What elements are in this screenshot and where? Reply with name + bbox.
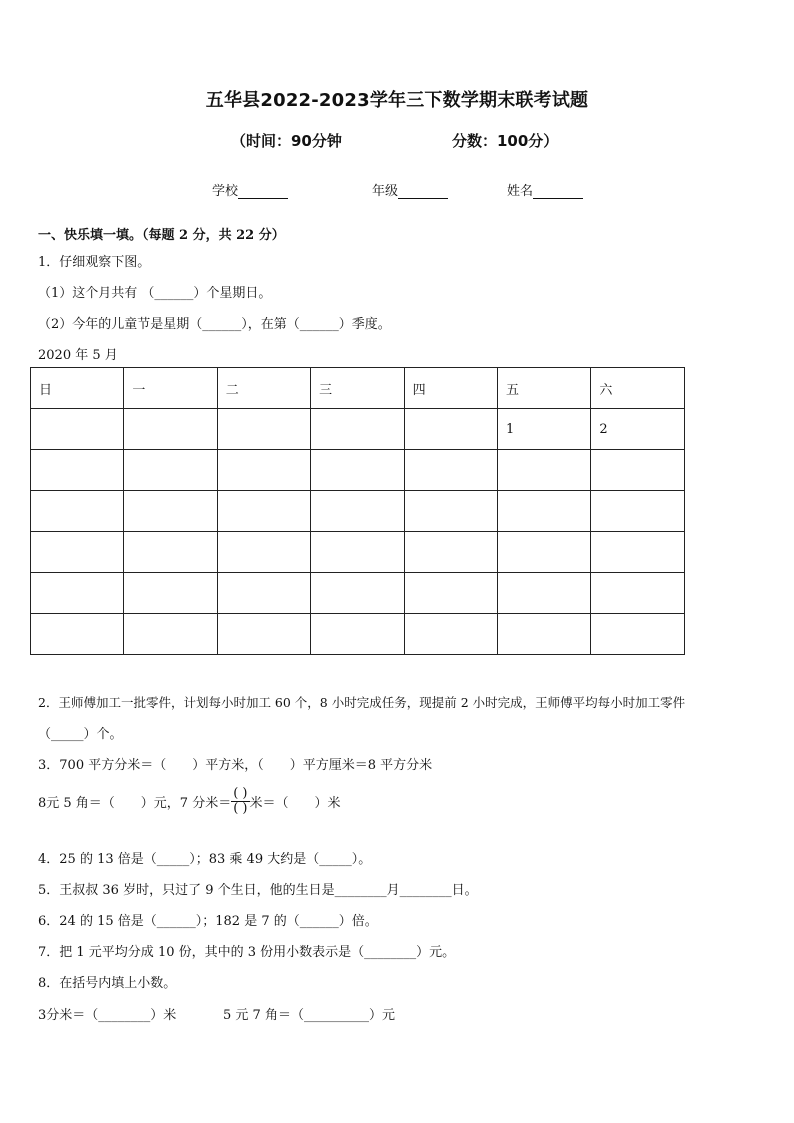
q1-part1: （1）这个月共有 （______）个星期日。 [38,286,272,301]
exam-time: （时间：90分钟 [231,132,342,150]
name-label: 姓名 [507,184,534,199]
q3-line2-after: 米＝（ ）米 [249,796,341,811]
calendar-row [31,409,685,450]
calendar-cell [124,409,217,450]
calendar-cell [591,614,684,655]
calendar-cell [311,450,404,491]
q3-line1: 3．700 平方分米＝（ ）平方米，（ ）平方厘米＝8 平方分米 [38,758,433,773]
calendar-cell [497,450,590,491]
calendar-cell [404,450,497,491]
calendar-cell [124,491,217,532]
calendar-cell [124,532,217,573]
page-title: 五华县2022-2023学年三下数学期末联考试题 [205,90,589,111]
calendar-cell [217,450,310,491]
calendar-cell [497,573,590,614]
fraction-numerator: ( ) [233,786,248,801]
calendar-cell [497,614,590,655]
q2-line2: （_____）个。 [38,727,123,742]
grade-field [372,180,448,199]
calendar-cell [311,491,404,532]
weekday-tue: 二 [217,368,310,409]
calendar-cell [311,532,404,573]
calendar-header-row [31,368,685,409]
weekday-wed: 三 [311,368,404,409]
calendar-row [31,573,685,614]
q3-line2 [38,787,341,816]
calendar-cell [31,614,124,655]
calendar-cell: 1 [497,409,590,450]
school-blank[interactable] [238,184,288,199]
calendar-cell [404,532,497,573]
calendar-cell [591,573,684,614]
school-label: 学校 [212,184,239,199]
calendar-row [31,532,685,573]
calendar-cell [497,491,590,532]
name-field [507,180,583,199]
calendar-row [31,614,685,655]
fraction-denominator: ( ) [233,801,248,816]
weekday-thu: 四 [404,368,497,409]
calendar-cell [217,532,310,573]
calendar-cell: 2 [591,409,684,450]
calendar-cell [217,614,310,655]
calendar-cell [404,491,497,532]
calendar-cell [31,573,124,614]
weekday-sun: 日 [31,368,124,409]
calendar-cell [311,409,404,450]
calendar-cell [217,409,310,450]
calendar-cell [591,450,684,491]
weekday-sat: 六 [591,368,684,409]
calendar-cell [404,614,497,655]
section-heading: 一、快乐填一填。（每题 2 分，共 22 分） [38,228,285,243]
q8-prompt: 8．在括号内填上小数。 [38,976,177,991]
weekday-mon: 一 [124,368,217,409]
calendar-caption: 2020 年 5 月 [38,348,118,363]
q8-part-a: 3分米＝（________）米 [38,1008,177,1023]
q6-line: 6．24 的 15 倍是（______）；182 是 7 的（______）倍。 [38,914,378,929]
school-field [212,180,288,199]
q8-part-b: 5 元 7 角＝（__________）元 [223,1008,395,1023]
calendar-cell [311,573,404,614]
q1-part2: （2）今年的儿童节是星期（______），在第（______）季度。 [38,317,391,332]
exam-score: 分数：100分） [452,132,559,150]
q2-line1: 2．王师傅加工一批零件，计划每小时加工 60 个，8 小时完成任务，现提前 2 小时完成，王师傅平均每小时加工零件 [38,695,686,710]
calendar-row [31,491,685,532]
calendar-cell [124,450,217,491]
calendar-cell [311,614,404,655]
grade-label: 年级 [372,184,399,199]
calendar-cell [591,491,684,532]
calendar-cell [124,614,217,655]
calendar-cell [404,573,497,614]
fraction [231,787,249,816]
calendar-cell [31,491,124,532]
calendar-cell [31,532,124,573]
calendar-cell [217,573,310,614]
q4-line: 4．25 的 13 倍是（_____）；83 乘 49 大约是（_____）。 [38,852,372,867]
q1-prompt: 1．仔细观察下图。 [38,255,151,270]
calendar-row [31,450,685,491]
name-blank[interactable] [533,184,583,199]
calendar-cell [31,409,124,450]
weekday-fri: 五 [497,368,590,409]
calendar-cell [591,532,684,573]
calendar-cell [217,491,310,532]
calendar-cell [497,532,590,573]
calendar-cell [124,573,217,614]
calendar-cell [404,409,497,450]
calendar-cell [31,450,124,491]
grade-blank[interactable] [398,184,448,199]
q3-line2-before: 8元 5 角＝（ ）元，7 分米＝ [38,796,232,811]
q7-line: 7．把 1 元平均分成 10 份，其中的 3 份用小数表示是（________）元。 [38,945,456,960]
q5-line: 5．王叔叔 36 岁时，只过了 9 个生日，他的生日是________月________日。 [38,883,478,898]
calendar-table [30,367,685,655]
